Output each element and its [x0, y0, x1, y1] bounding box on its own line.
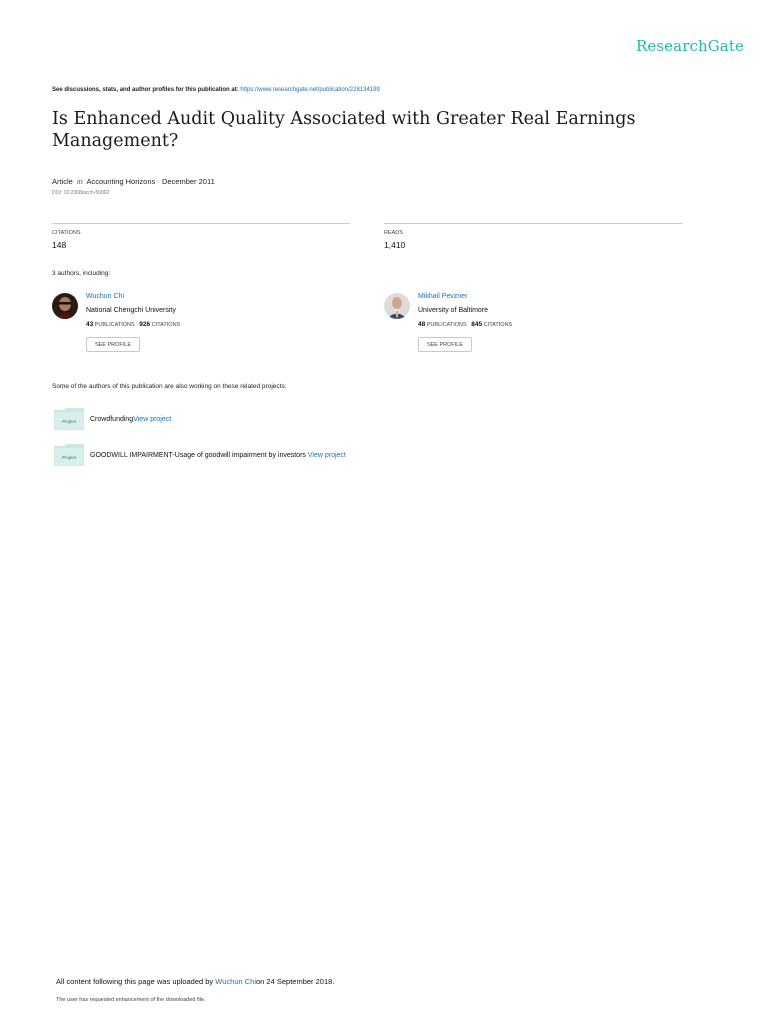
view-project-link[interactable]: View project: [133, 416, 172, 423]
project-row: [90, 452, 346, 459]
project-icon-label: Project: [62, 455, 77, 460]
article-type: Article: [52, 177, 73, 186]
citations-count: 148: [52, 240, 67, 250]
project-name: GOODWILL IMPAIRMENT-Usage of goodwill impairment by investors: [90, 452, 306, 459]
avatar[interactable]: [384, 293, 410, 319]
project-icon-label: Project: [62, 419, 77, 424]
discussion-prefix: See discussions, stats, and author profiles for this publication at:: [52, 87, 239, 93]
publications-label: PUBLICATIONS: [94, 322, 135, 328]
upload-note: [56, 977, 334, 986]
author-stats: [86, 321, 180, 328]
date-separator: ·: [157, 177, 160, 186]
uploader-link[interactable]: Wuchun Chi: [215, 977, 256, 986]
journal-name[interactable]: Accounting Horizons: [86, 177, 156, 186]
paper-title: Is Enhanced Audit Quality Associated with Greater Real Earnings Management?: [52, 109, 636, 151]
authors-heading: 3 authors, including:: [52, 270, 111, 277]
avatar[interactable]: [52, 293, 78, 319]
citations-divider: [52, 223, 350, 224]
project-folder-icon: [54, 408, 84, 430]
publications-label: PUBLICATIONS: [426, 322, 467, 328]
paper-meta: [52, 177, 215, 186]
upload-prefix: All content following this page was uploaded by: [56, 977, 214, 986]
project-folder-icon: [54, 444, 84, 466]
view-project-link[interactable]: View project: [307, 452, 346, 459]
publication-date: December 2011: [161, 177, 215, 186]
doi[interactable]: DOI: 10.2308/acch-50002: [52, 190, 110, 196]
author-citations-count: 845: [471, 321, 483, 328]
author-stats: [418, 321, 512, 328]
author-name[interactable]: Mikhail Pevzner: [418, 293, 468, 300]
author-citations-label: CITATIONS: [151, 322, 181, 328]
publications-count: 43: [86, 321, 94, 328]
author-institution: University of Baltimore: [418, 307, 489, 314]
citations-label: CITATIONS: [52, 230, 81, 236]
project-name: Crowdfunding: [90, 416, 134, 423]
publication-link[interactable]: https://www.researchgate.net/publication/228134199: [240, 87, 380, 93]
discussion-line: [52, 87, 380, 93]
reads-count: 1,410: [384, 240, 406, 250]
researchgate-logo[interactable]: ResearchGate: [636, 37, 744, 55]
enhancement-note: The user has requested enhancement of the downloaded file.: [56, 997, 206, 1003]
reads-label: READS: [384, 230, 403, 236]
see-profile-button[interactable]: SEE PROFILE: [418, 337, 472, 352]
author-citations-label: CITATIONS: [483, 322, 513, 328]
publications-count: 48: [418, 321, 426, 328]
reads-divider: [384, 223, 683, 224]
author-photo-icon: [52, 293, 78, 319]
projects-heading: Some of the authors of this publication are also working on these related projects:: [52, 383, 287, 390]
see-profile-button[interactable]: SEE PROFILE: [86, 337, 140, 352]
upload-suffix: on 24 September 2018.: [256, 977, 335, 986]
in-word: in: [76, 177, 83, 186]
author-photo-icon: [384, 293, 410, 319]
author-name[interactable]: Wuchun Chi: [86, 293, 125, 300]
author-citations-count: 926: [139, 321, 151, 328]
author-institution: National Chengchi University: [86, 307, 176, 314]
project-row: [90, 416, 171, 423]
